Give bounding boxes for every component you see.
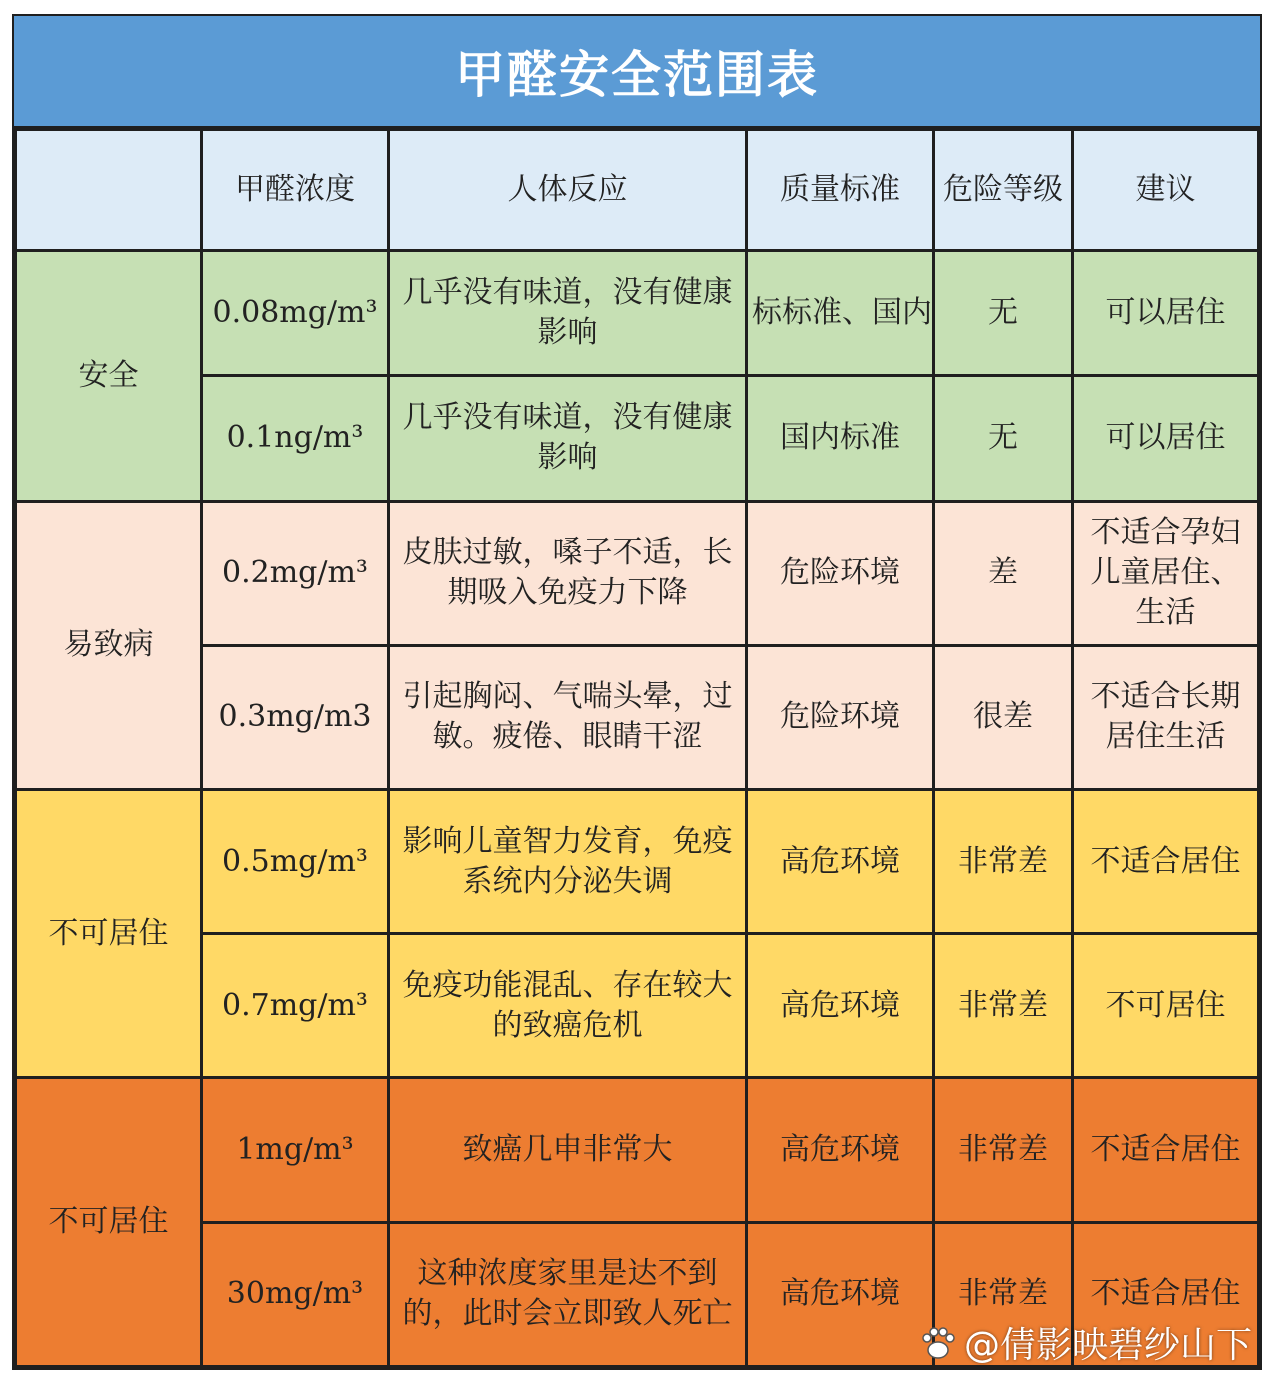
danger-cell: 很差 [935,647,1071,788]
paw-icon [918,1323,958,1363]
danger-cell: 非常差 [935,1224,1071,1365]
danger-cell: 差 [935,503,1071,644]
header-danger: 危险等级 [935,131,1071,249]
header-empty [17,131,200,249]
danger-cell: 非常差 [935,1079,1071,1220]
standard-cell: 高危环境 [748,935,932,1076]
concentration-cell: 1mg/m³ [203,1079,387,1220]
advice-cell: 可以居住 [1074,377,1257,499]
watermark-text: @倩影映碧纱山下 [963,1325,1252,1366]
concentration-cell: 0.5mg/m³ [203,791,387,932]
reaction-cell: 这种浓度家里是达不到的，此时会立即致人死亡 [390,1224,745,1365]
concentration-cell: 0.3mg/m3 [203,647,387,788]
advice-cell: 不适合居住 [1074,1224,1257,1365]
header-row [17,131,1257,249]
reaction-cell: 几乎没有味道，没有健康影响 [390,252,745,374]
advice-cell: 不适合居住 [1074,791,1257,932]
formaldehyde-table [14,128,1260,1368]
danger-cell: 非常差 [935,791,1071,932]
header-concentration: 甲醛浓度 [203,131,387,249]
table-row [17,791,1257,932]
group-label-unlivable-severe: 不可居住 [17,1079,200,1365]
reaction-cell: 免疫功能混乱、存在较大的致癌危机 [390,935,745,1076]
concentration-cell: 0.7mg/m³ [203,935,387,1076]
table-row [17,377,1257,499]
danger-cell: 无 [935,252,1071,374]
danger-cell: 非常差 [935,935,1071,1076]
standard-cell: 高危环境 [748,1224,932,1365]
header-reaction: 人体反应 [390,131,745,249]
table-title: 甲醛安全范围表 [14,16,1260,126]
header-advice: 建议 [1074,131,1257,249]
standard-cell: 高危环境 [748,791,932,932]
advice-cell: 不适合居住 [1074,1079,1257,1220]
concentration-cell: 0.08mg/m³ [203,252,387,374]
table-row [17,1079,1257,1220]
standard-cell: 危险环境 [748,503,932,644]
concentration-cell: 0.2mg/m³ [203,503,387,644]
advice-cell: 可以居住 [1074,252,1257,374]
standard-cell: 国内标准 [748,377,932,499]
standard-cell: 高危环境 [748,1079,932,1220]
table-row [17,935,1257,1076]
watermark [918,1317,1252,1368]
table-row [17,647,1257,788]
danger-cell: 无 [935,377,1071,499]
table-row [17,503,1257,644]
reaction-cell: 致癌几申非常大 [390,1079,745,1220]
group-label-safe: 安全 [17,252,200,499]
concentration-cell: 30mg/m³ [203,1224,387,1365]
reaction-cell: 皮肤过敏，嗓子不适，长期吸入免疫力下降 [390,503,745,644]
advice-cell: 不适合长期居住生活 [1074,647,1257,788]
group-label-unlivable: 不可居住 [17,791,200,1076]
advice-cell: 不适合孕妇儿童居住、生活 [1074,503,1257,644]
standard-cell: 标标准、国内 [748,252,932,374]
reaction-cell: 影响儿童智力发育，免疫系统内分泌失调 [390,791,745,932]
advice-cell: 不可居住 [1074,935,1257,1076]
standard-cell: 危险环境 [748,647,932,788]
group-label-sick: 易致病 [17,503,200,788]
table-row [17,252,1257,374]
header-standard: 质量标准 [748,131,932,249]
reaction-cell: 几乎没有味道，没有健康影响 [390,377,745,499]
concentration-cell: 0.1ng/m³ [203,377,387,499]
reaction-cell: 引起胸闷、气喘头晕，过敏。疲倦、眼睛干涩 [390,647,745,788]
